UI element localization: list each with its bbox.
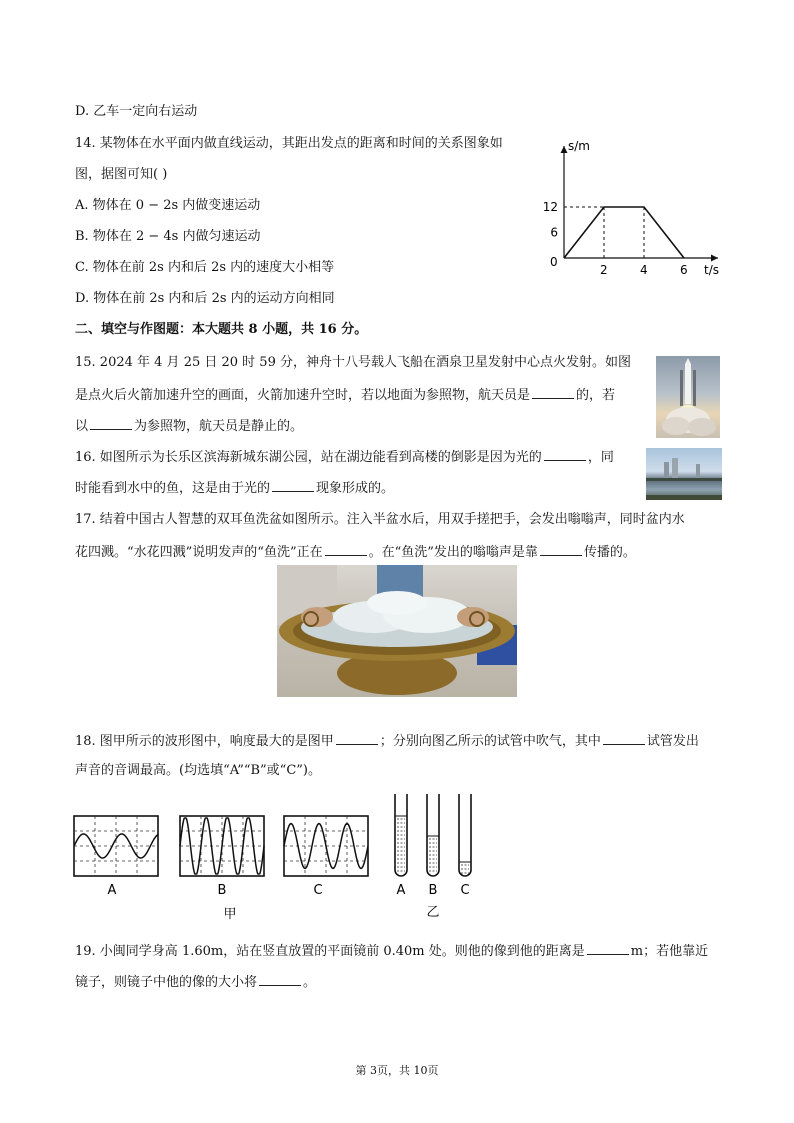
y-tick-label: 12	[542, 200, 558, 214]
wave-label-a: A	[107, 883, 117, 898]
x-tick-label: 4	[640, 263, 648, 277]
test-tube-c	[459, 794, 471, 876]
answer-blank[interactable]	[336, 732, 378, 745]
answer-blank[interactable]	[540, 543, 582, 556]
answer-blank[interactable]	[587, 942, 629, 955]
q15-line3: 以 为参照物，航天员是静止的。	[75, 419, 304, 434]
series-line	[564, 207, 684, 258]
y-axis-label: s/m	[568, 139, 590, 153]
waveform-c	[284, 816, 368, 876]
q16-line1: 16. 如图所示为长乐区滨海新城东湖公园，站在湖边能看到高楼的倒影是因为光的 ，同	[75, 450, 614, 465]
q14-stem-line2: 图，据图可知( )	[75, 167, 168, 182]
waveform-a	[74, 816, 158, 876]
lake-park-photo	[646, 448, 722, 500]
q15-line2: 是点火后火箭加速升空的画面，火箭加速升空时，若以地面为参照物，航天员是 的，若	[75, 388, 616, 403]
answer-blank[interactable]	[90, 417, 132, 430]
q14-option-a: A. 物体在 0 − 2s 内做变速运动	[75, 198, 261, 213]
waveform-b	[180, 816, 264, 876]
answer-blank[interactable]	[532, 386, 574, 399]
rocket-launch-photo	[656, 356, 720, 438]
fish-basin-photo	[277, 565, 517, 697]
distance-time-chart	[530, 132, 730, 280]
group-label-jia: 甲	[223, 907, 237, 922]
q14-option-c: C. 物体在前 2s 内和后 2s 内的速度大小相等	[75, 260, 335, 275]
page-footer: 第 3页，共 10页	[355, 1064, 439, 1077]
answer-blank[interactable]	[259, 973, 301, 986]
waveform-and-tubes-figure	[70, 792, 490, 922]
answer-blank[interactable]	[544, 448, 586, 461]
q14-stem-line1: 14. 某物体在水平面内做直线运动，其距出发点的距离和时间的关系图象如	[75, 136, 503, 151]
q16-line2: 时能看到水中的鱼，这是由于光的 现象形成的。	[75, 481, 395, 496]
test-tube-b	[427, 794, 439, 876]
q14-option-d: D. 物体在前 2s 内和后 2s 内的运动方向相同	[75, 291, 335, 306]
wave-label-c: C	[313, 883, 323, 898]
q13-option-d: D. 乙车一定向右运动	[75, 104, 198, 119]
tube-label-a: A	[396, 883, 406, 898]
q17-line1: 17. 结着中国古人智慧的双耳鱼洗盆如图所示。注入半盆水后，用双手搓把手，会发出嗡嗡声，同时盆内水	[75, 512, 685, 527]
q14-option-b: B. 物体在 2 − 4s 内做匀速运动	[75, 229, 261, 244]
x-axis-label: t/s	[704, 263, 719, 277]
q15-line1: 15. 2024 年 4 月 25 日 20 时 59 分，神舟十八号载人飞船在酒泉卫星发射中心点火发射。如图	[75, 355, 631, 370]
answer-blank[interactable]	[272, 479, 314, 492]
section-heading: 二、填空与作图题：本大题共 8 小题，共 16 分。	[75, 322, 368, 337]
q19-line2: 镜子，则镜子中他的像的大小将 。	[75, 975, 317, 990]
wave-label-b: B	[217, 883, 227, 898]
x-tick-label: 2	[600, 263, 608, 277]
test-tube-a	[395, 794, 407, 876]
answer-blank[interactable]	[325, 543, 367, 556]
q18-line1: 18. 图甲所示的波形图中，响度最大的是图甲 ；分别向图乙所示的试管中吹气，其中 试管发出	[75, 734, 699, 749]
y-tick-label: 6	[550, 225, 558, 240]
origin-label: 0	[550, 255, 558, 269]
q19-line1: 19. 小闽同学身高 1.60m，站在竖直放置的平面镜前 0.40m 处。则他的像到他的距离是 m；若他靠近	[75, 944, 709, 959]
tube-label-c: C	[460, 883, 470, 898]
answer-blank[interactable]	[603, 732, 645, 745]
q18-line2: 声音的音调最高。(均选填“A”“B”或“C”)。	[75, 763, 321, 778]
x-tick-label: 6	[680, 263, 688, 277]
q17-line2: 花四溅。“水花四溅”说明发声的“鱼洗”正在 。在“鱼洗”发出的嗡嗡声是靠 传播的。	[75, 545, 636, 560]
tube-label-b: B	[428, 883, 438, 898]
group-label-yi: 乙	[426, 905, 440, 920]
